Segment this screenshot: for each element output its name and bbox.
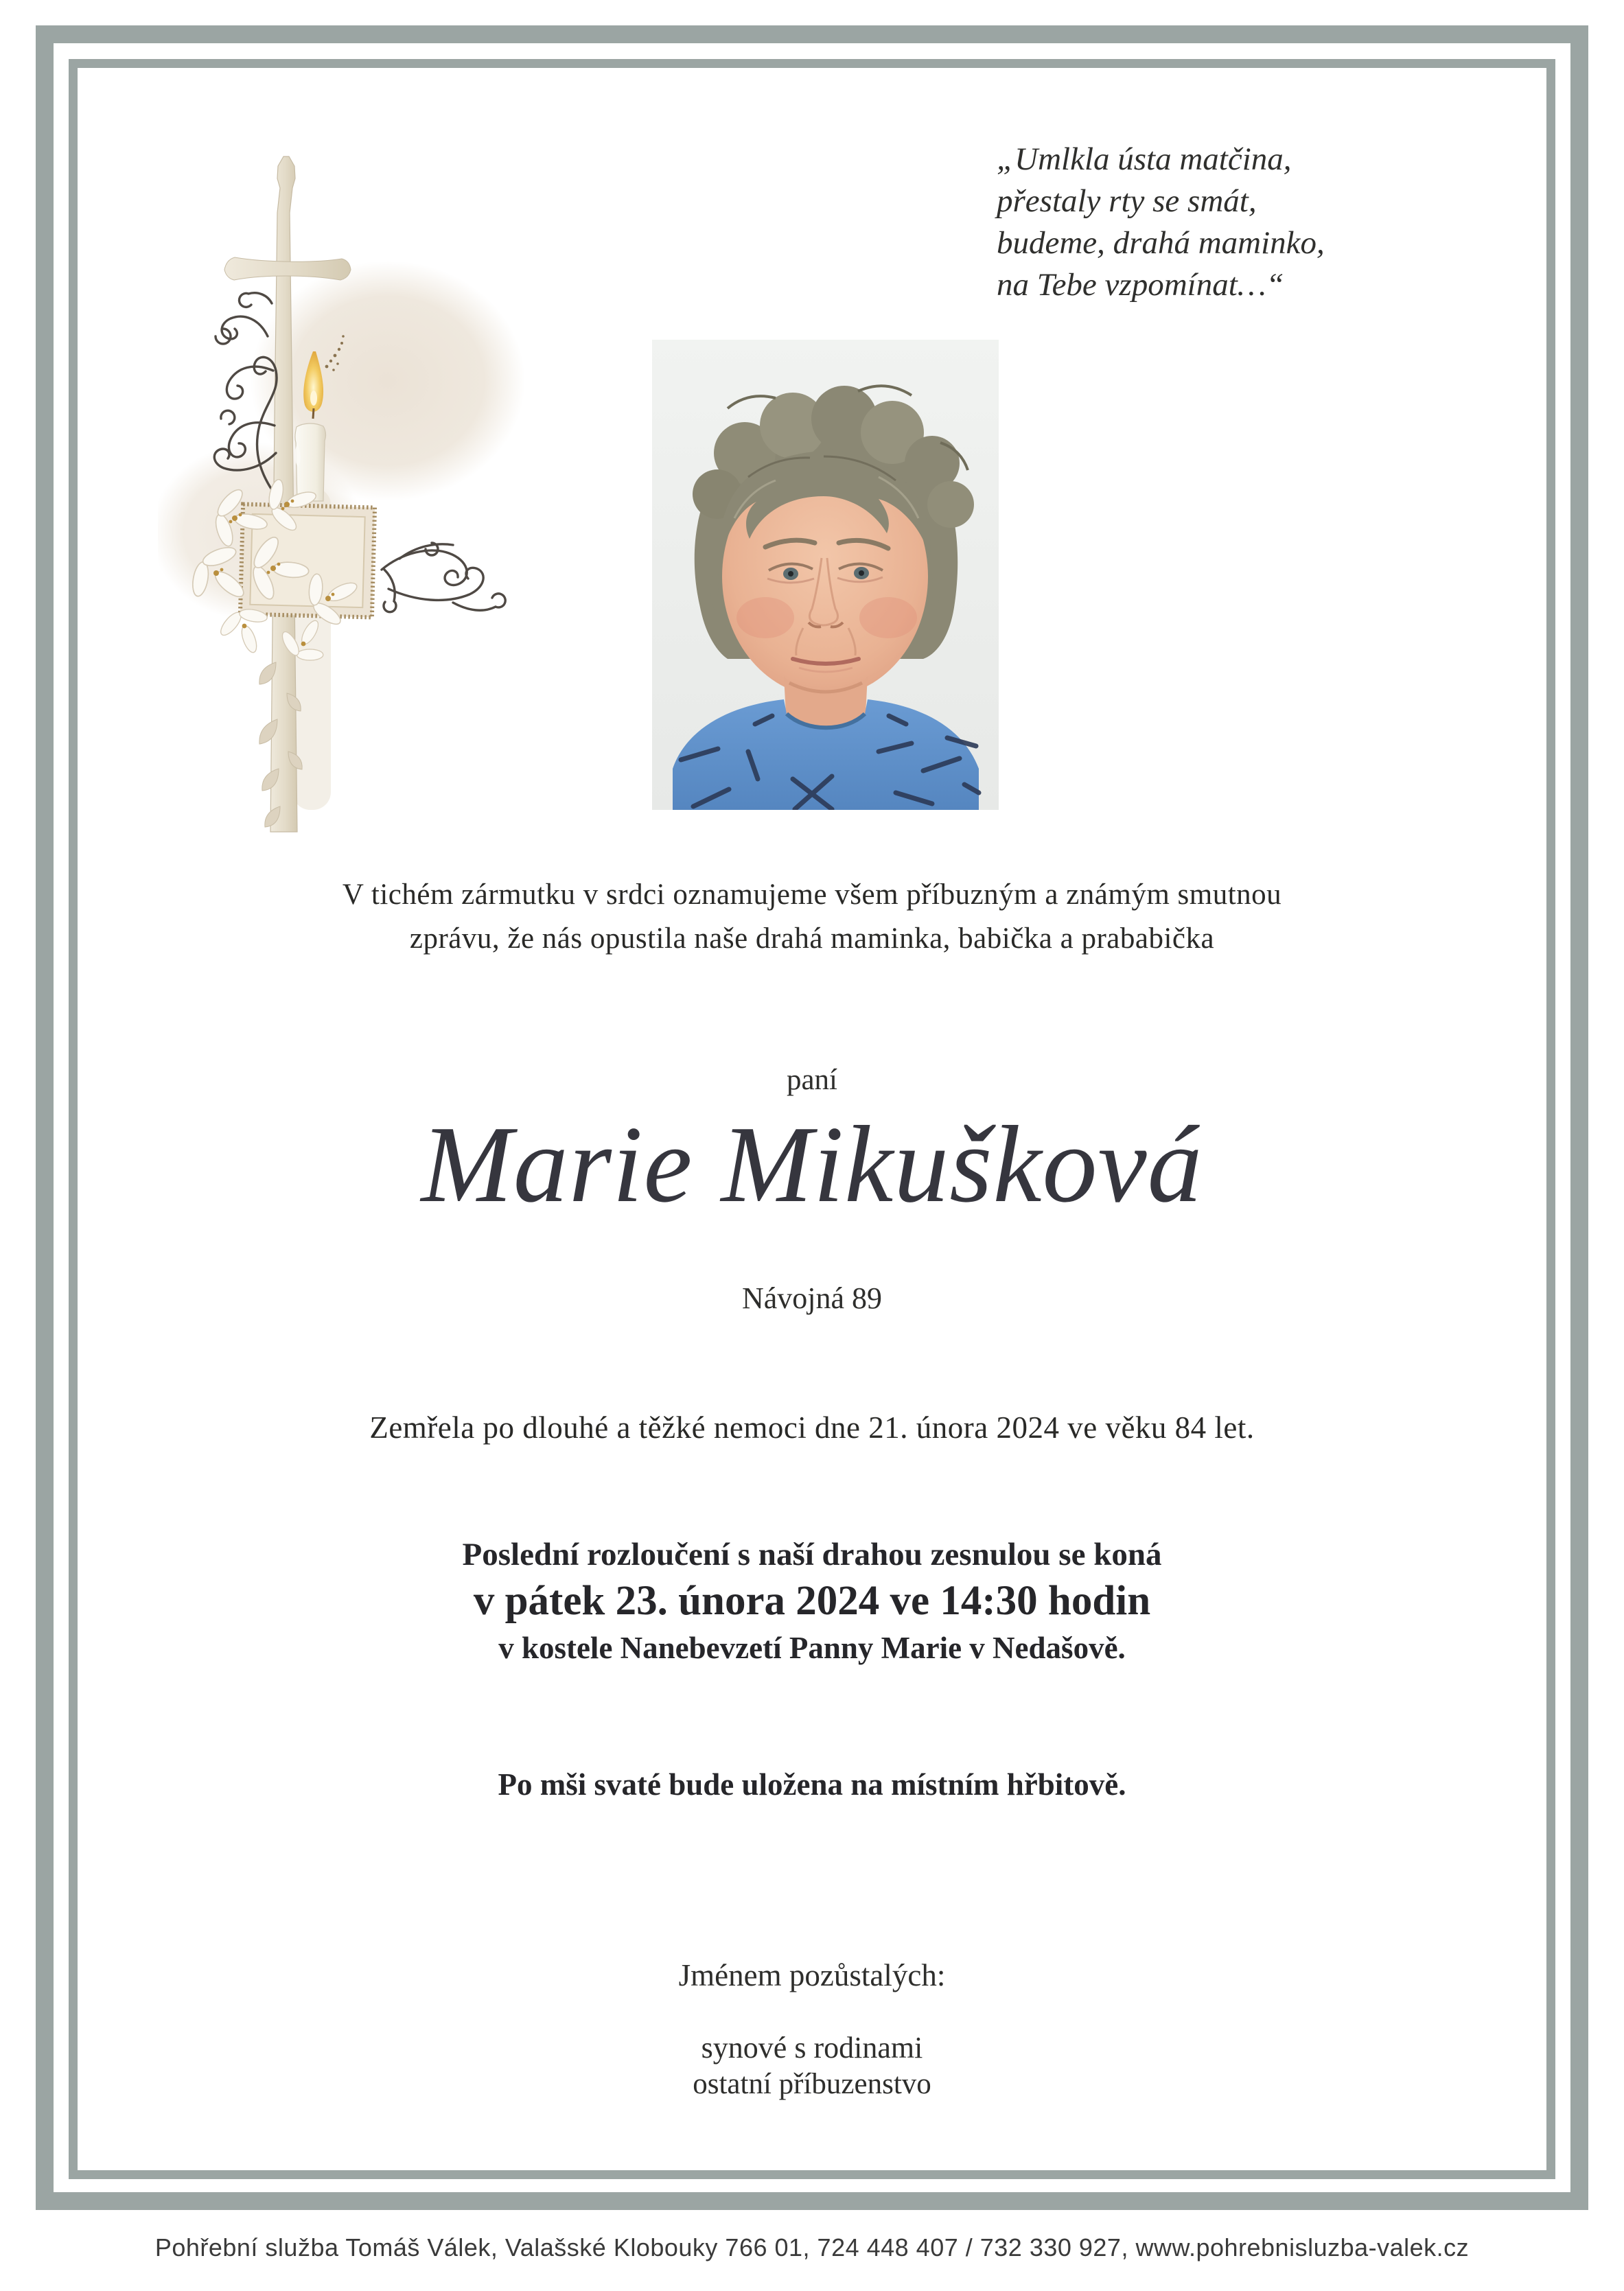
mourners-item: ostatní příbuzenstvo — [693, 2068, 931, 2100]
announcement-line-1: V tichém zármutku v srdci oznamujeme všem příbuzným a známým smutnou — [342, 879, 1282, 911]
quote-line: na Tebe vzpomínat…“ — [997, 267, 1284, 303]
announcement-line-2: zprávu, že nás opustila naše drahá maminka, babička a prababička — [409, 922, 1215, 955]
mourners-heading: Jménem pozůstalých: — [678, 1958, 946, 1992]
farewell-line-1: Poslední rozloučení s naší drahou zesnulou se koná — [462, 1537, 1162, 1572]
burial-notice: Po mši svaté bude uložena na místním hřbitově. — [498, 1767, 1126, 1802]
quote-line: „Umlkla ústa matčina, — [997, 141, 1292, 177]
portrait-photo — [652, 340, 999, 810]
farewell-line-3: v kostele Nanebevzetí Panny Marie v Nedašově. — [498, 1631, 1126, 1665]
quote-line: budeme, drahá maminko, — [997, 225, 1325, 261]
farewell-line-2: v pátek 23. února 2024 ve 14:30 hodin — [473, 1578, 1151, 1624]
announcement-text — [0, 873, 1624, 961]
farewell-details — [0, 1535, 1624, 1668]
deceased-address: Návojná 89 — [741, 1281, 883, 1315]
cross-candle-lilies-icon — [158, 130, 542, 837]
memorial-quote — [997, 139, 1325, 306]
quote-line: přestaly rty se smát, — [997, 183, 1257, 219]
mourners-item: synové s rodinami — [701, 2031, 923, 2065]
funeral-service-footer: Pohřební služba Tomáš Válek, Valašské Klobouky 766 01, 724 448 407 / 732 330 927, www.pohrebnisluzba-valek.cz — [154, 2233, 1470, 2261]
deceased-name: Marie Mikušková — [421, 1103, 1203, 1225]
honorific: paní — [786, 1064, 838, 1096]
death-notice: Zemřela po dlouhé a těžké nemoci dne 21. února 2024 ve věku 84 let. — [369, 1410, 1255, 1445]
